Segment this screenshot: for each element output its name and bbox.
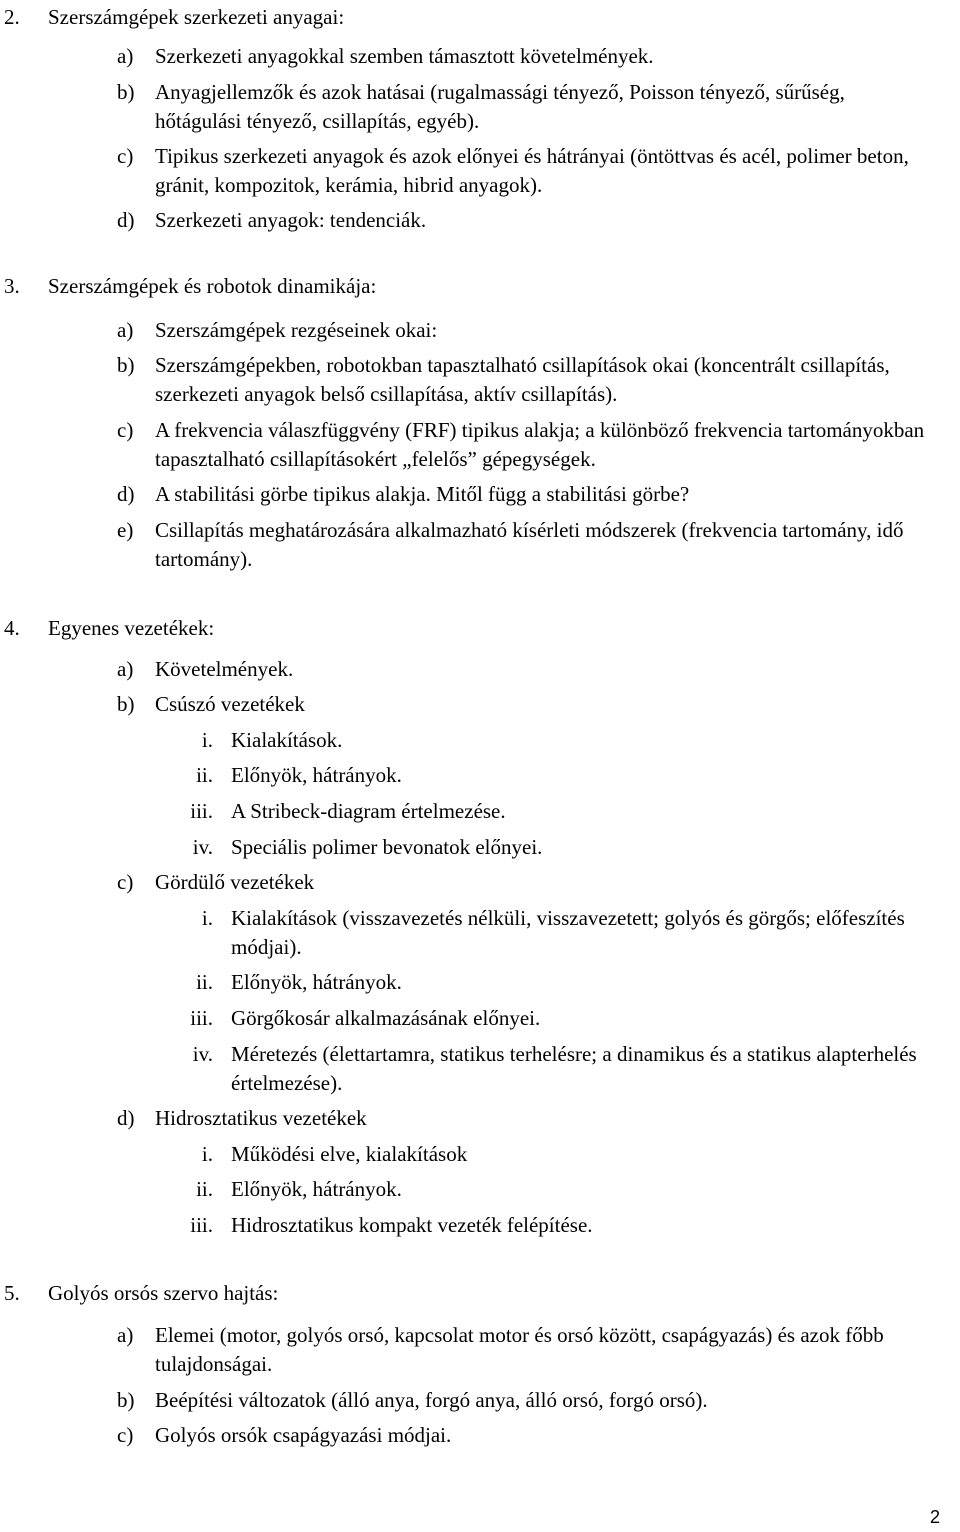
section-title: Golyós orsós szervo hajtás: <box>48 1281 279 1305</box>
section-number: 3. <box>4 274 20 298</box>
section-title: Egyenes vezetékek: <box>48 616 215 640</box>
section-title: Szerszámgépek szerkezeti anyagai: <box>48 5 345 29</box>
section-number: 5. <box>4 1281 20 1305</box>
page-number: 2 <box>929 1507 940 1527</box>
section-number: 4. <box>4 616 20 640</box>
section-title: Szerszámgépek és robotok dinamikája: <box>48 274 377 298</box>
section-number: 2. <box>4 5 20 29</box>
